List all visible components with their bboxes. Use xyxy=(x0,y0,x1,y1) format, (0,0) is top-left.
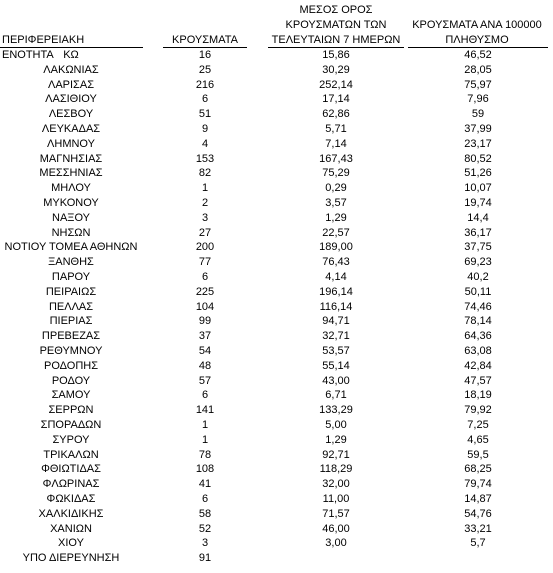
cell-region: ΝΟΤΙΟΥ ΤΟΜΕΑ ΑΘΗΝΩΝ xyxy=(4,241,138,254)
cell-cases: 77 xyxy=(198,256,212,269)
cell-cases: 91 xyxy=(198,552,212,565)
table-row xyxy=(0,48,553,63)
cell-avg7: 1,29 xyxy=(325,211,347,224)
table-row xyxy=(0,226,553,241)
cell-avg7: 17,14 xyxy=(322,93,350,106)
cell-cases: 99 xyxy=(198,315,212,328)
cell-per100k: 4,65 xyxy=(467,433,489,446)
cell-cases: 6 xyxy=(201,389,209,402)
cell-avg7: 196,14 xyxy=(319,285,353,298)
cell-per100k: 33,21 xyxy=(464,522,492,535)
table-row xyxy=(0,181,553,196)
cell-avg7: 94,71 xyxy=(322,315,350,328)
cell-cases: 3 xyxy=(201,211,209,224)
table-body xyxy=(0,48,553,566)
cell-cases: 51 xyxy=(198,108,212,121)
table-row xyxy=(0,522,553,537)
cell-avg7: 62,86 xyxy=(322,108,350,121)
cell-region: ΛΑΣΙΘΙΟΥ xyxy=(45,93,97,106)
cell-per100k: 78,14 xyxy=(464,315,492,328)
cell-per100k: 54,76 xyxy=(464,507,492,520)
cell-region: ΦΘΙΩΤΙΔΑΣ xyxy=(41,463,101,476)
cell-region: ΣΥΡΟΥ xyxy=(52,433,90,446)
cell-per100k: 50,11 xyxy=(464,285,492,298)
table-row xyxy=(0,107,553,122)
cell-per100k: 14,4 xyxy=(467,211,489,224)
cell-cases: 4 xyxy=(201,137,209,150)
cell-per100k: 18,19 xyxy=(464,389,492,402)
cell-cases: 82 xyxy=(198,167,212,180)
cell-cases: 78 xyxy=(198,448,212,461)
header-avg7: ΜΕΣΟΣ ΟΡΟΣ ΚΡΟΥΣΜΑΤΩΝ ΤΩΝ ΤΕΛΕΥΤΑΙΩΝ 7 ΗΜΕΡΩΝ xyxy=(271,4,401,46)
table-row xyxy=(0,492,553,507)
table-row xyxy=(0,374,553,389)
cell-avg7: 6,71 xyxy=(325,389,347,402)
cell-avg7: 75,29 xyxy=(322,167,350,180)
cell-region: ΠΕΙΡΑΙΩΣ xyxy=(45,285,97,298)
cell-region: ΛΗΜΝΟΥ xyxy=(47,137,95,150)
table-row xyxy=(0,433,553,448)
table-row xyxy=(0,92,553,107)
table-row xyxy=(0,63,553,78)
cell-avg7: 71,57 xyxy=(322,507,350,520)
cell-region: ΡΟΔΟΥ xyxy=(51,374,91,387)
table-row xyxy=(0,477,553,492)
cell-avg7: 252,14 xyxy=(319,78,353,91)
cell-per100k: 47,57 xyxy=(464,374,492,387)
cell-cases: 48 xyxy=(198,359,212,372)
cell-avg7: 11,00 xyxy=(322,492,350,505)
cell-region: ΜΗΛΟΥ xyxy=(51,182,91,195)
cell-cases: 153 xyxy=(195,152,215,165)
table-row xyxy=(0,388,553,403)
cell-cases: 108 xyxy=(195,463,215,476)
cell-avg7: 46,00 xyxy=(322,522,350,535)
table-row xyxy=(0,403,553,418)
cell-per100k: 36,17 xyxy=(464,226,492,239)
table-row xyxy=(0,285,553,300)
cell-per100k: 40,2 xyxy=(467,270,489,283)
cell-cases: 16 xyxy=(198,49,212,61)
cell-avg7: 5,00 xyxy=(325,418,347,431)
cell-region: ΜΕΣΣΗΝΙΑΣ xyxy=(39,167,103,180)
cell-cases: 104 xyxy=(195,300,215,313)
table-row xyxy=(0,152,553,167)
table-row xyxy=(0,536,553,551)
table-row xyxy=(0,448,553,463)
cell-per100k: 79,74 xyxy=(464,478,492,491)
cell-region: ΞΑΝΘΗΣ xyxy=(48,256,94,269)
cell-cases: 9 xyxy=(201,122,209,135)
cell-avg7: 76,43 xyxy=(322,256,350,269)
table-row xyxy=(0,314,553,329)
cell-cases: 200 xyxy=(195,241,215,254)
cell-region: ΡΕΘΥΜΝΟΥ xyxy=(39,344,103,357)
cell-region: ΜΥΚΟΝΟΥ xyxy=(43,196,99,209)
cell-region: ΧΙΟΥ xyxy=(58,537,84,550)
table-row xyxy=(0,300,553,315)
cell-cases: 3 xyxy=(201,537,209,550)
cell-per100k: 28,05 xyxy=(464,63,492,76)
cell-cases: 1 xyxy=(201,433,209,446)
cell-region: ΛΑΡΙΣΑΣ xyxy=(47,78,94,91)
table-row xyxy=(0,270,553,285)
cell-region: ΧΑΝΙΩΝ xyxy=(50,522,92,535)
cell-per100k: 59 xyxy=(471,108,485,121)
cell-per100k: 37,75 xyxy=(464,241,492,254)
cell-region: ΤΡΙΚΑΛΩΝ xyxy=(43,448,99,461)
cell-avg7: 1,29 xyxy=(325,433,347,446)
cell-region: ΠΙΕΡΙΑΣ xyxy=(49,315,93,328)
cell-avg7: 7,14 xyxy=(325,137,347,150)
cell-region: ΡΟΔΟΠΗΣ xyxy=(43,359,99,372)
cell-region: ΛΕΣΒΟΥ xyxy=(48,108,94,121)
table-row xyxy=(0,418,553,433)
cell-avg7: 189,00 xyxy=(319,241,353,254)
table-row xyxy=(0,329,553,344)
cell-avg7: 32,71 xyxy=(322,330,350,343)
cell-cases: 1 xyxy=(201,182,209,195)
cell-per100k: 75,97 xyxy=(464,78,492,91)
cell-per100k: 5,7 xyxy=(470,537,486,550)
cell-region: ΚΩ xyxy=(63,49,79,61)
cell-per100k: 42,84 xyxy=(464,359,492,372)
cell-avg7: 43,00 xyxy=(322,374,350,387)
table-row xyxy=(0,211,553,226)
cell-region: ΧΑΛΚΙΔΙΚΗΣ xyxy=(38,507,104,520)
cell-region: ΦΛΩΡΙΝΑΣ xyxy=(42,478,100,491)
cell-per100k: 37,99 xyxy=(464,122,492,135)
cell-cases: 27 xyxy=(198,226,212,239)
cell-region: ΝΗΣΩΝ xyxy=(51,226,91,239)
table-row xyxy=(0,196,553,211)
cell-per100k: 7,25 xyxy=(467,418,489,431)
cell-avg7: 116,14 xyxy=(319,300,353,313)
header-cases: ΚΡΟΥΣΜΑΤΑ xyxy=(172,34,238,46)
cell-region: ΠΡΕΒΕΖΑΣ xyxy=(41,330,101,343)
cell-avg7: 0,29 xyxy=(325,182,347,195)
cell-avg7: 53,57 xyxy=(322,344,350,357)
cell-per100k: 80,52 xyxy=(464,152,492,165)
cell-avg7: 167,43 xyxy=(319,152,353,165)
cell-per100k: 63,08 xyxy=(464,344,492,357)
cell-region: ΣΕΡΡΩΝ xyxy=(48,404,94,417)
table-row xyxy=(0,507,553,522)
cell-per100k: 51,26 xyxy=(464,167,492,180)
cell-avg7: 4,14 xyxy=(325,270,347,283)
cell-cases: 141 xyxy=(195,404,215,417)
cell-avg7: 118,29 xyxy=(319,463,353,476)
cell-cases: 37 xyxy=(198,330,212,343)
cell-cases: 25 xyxy=(198,63,212,76)
cell-per100k: 59,5 xyxy=(467,448,489,461)
cell-avg7: 5,71 xyxy=(325,122,347,135)
header-per100k: ΚΡΟΥΣΜΑΤΑ ΑΝΑ 100000 ΠΛΗΘΥΣΜΟ xyxy=(412,19,542,46)
header-region: ΠΕΡΙΦΕΡΕΙΑΚΗ ΕΝΟΤΗΤΑ xyxy=(2,34,85,61)
cell-cases: 52 xyxy=(198,522,212,535)
cell-avg7: 22,57 xyxy=(322,226,350,239)
cell-cases: 216 xyxy=(195,78,215,91)
cell-region: ΠΕΛΛΑΣ xyxy=(48,300,94,313)
cell-region: ΜΑΓΝΗΣΙΑΣ xyxy=(39,152,103,165)
cell-cases: 58 xyxy=(198,507,212,520)
cell-cases: 6 xyxy=(201,93,209,106)
cell-cases: 6 xyxy=(201,492,209,505)
cell-avg7: 55,14 xyxy=(322,359,350,372)
cell-region: ΥΠΟ ΔΙΕΡΕΥΝΗΣΗ xyxy=(22,552,120,565)
cell-region: ΦΩΚΙΔΑΣ xyxy=(46,492,96,505)
cell-cases: 1 xyxy=(201,418,209,431)
cell-avg7: 92,71 xyxy=(322,448,350,461)
cell-cases: 2 xyxy=(201,196,209,209)
cell-avg7: 15,86 xyxy=(322,49,350,61)
cell-cases: 57 xyxy=(198,374,212,387)
cell-per100k: 19,74 xyxy=(464,196,492,209)
table-row xyxy=(0,462,553,477)
cell-region: ΣΠΟΡΑΔΩΝ xyxy=(40,418,102,431)
table-row xyxy=(0,240,553,255)
cell-per100k: 69,23 xyxy=(464,256,492,269)
cell-region: ΛΕΥΚΑΔΑΣ xyxy=(41,122,101,135)
cell-avg7: 133,29 xyxy=(319,404,353,417)
cell-cases: 54 xyxy=(198,344,212,357)
table-row xyxy=(0,137,553,152)
cell-per100k: 7,96 xyxy=(467,93,489,106)
cell-avg7: 30,29 xyxy=(322,63,350,76)
cell-per100k: 74,46 xyxy=(464,300,492,313)
cell-region: ΛΑΚΩΝΙΑΣ xyxy=(43,63,99,76)
table-row xyxy=(0,359,553,374)
cell-per100k: 46,52 xyxy=(464,49,492,61)
table-row xyxy=(0,122,553,137)
table-row xyxy=(0,344,553,359)
table-row xyxy=(0,551,553,566)
cell-per100k: 14,87 xyxy=(464,492,492,505)
cell-per100k: 79,92 xyxy=(464,404,492,417)
table-row xyxy=(0,255,553,270)
cell-per100k: 10,07 xyxy=(464,182,492,195)
cell-region: ΠΑΡΟΥ xyxy=(51,270,91,283)
cell-cases: 225 xyxy=(195,285,215,298)
cell-region: ΝΑΞΟΥ xyxy=(52,211,90,224)
cell-per100k: 23,17 xyxy=(464,137,492,150)
cell-per100k: 64,36 xyxy=(464,330,492,343)
table-row xyxy=(0,78,553,93)
cell-cases: 6 xyxy=(201,270,209,283)
cell-avg7: 3,00 xyxy=(325,537,347,550)
cell-per100k: 68,25 xyxy=(464,463,492,476)
table-row xyxy=(0,166,553,181)
cell-cases: 41 xyxy=(198,478,212,491)
cell-region: ΣΑΜΟΥ xyxy=(51,389,91,402)
cell-avg7: 3,57 xyxy=(325,196,347,209)
cell-avg7: 32,00 xyxy=(322,478,350,491)
